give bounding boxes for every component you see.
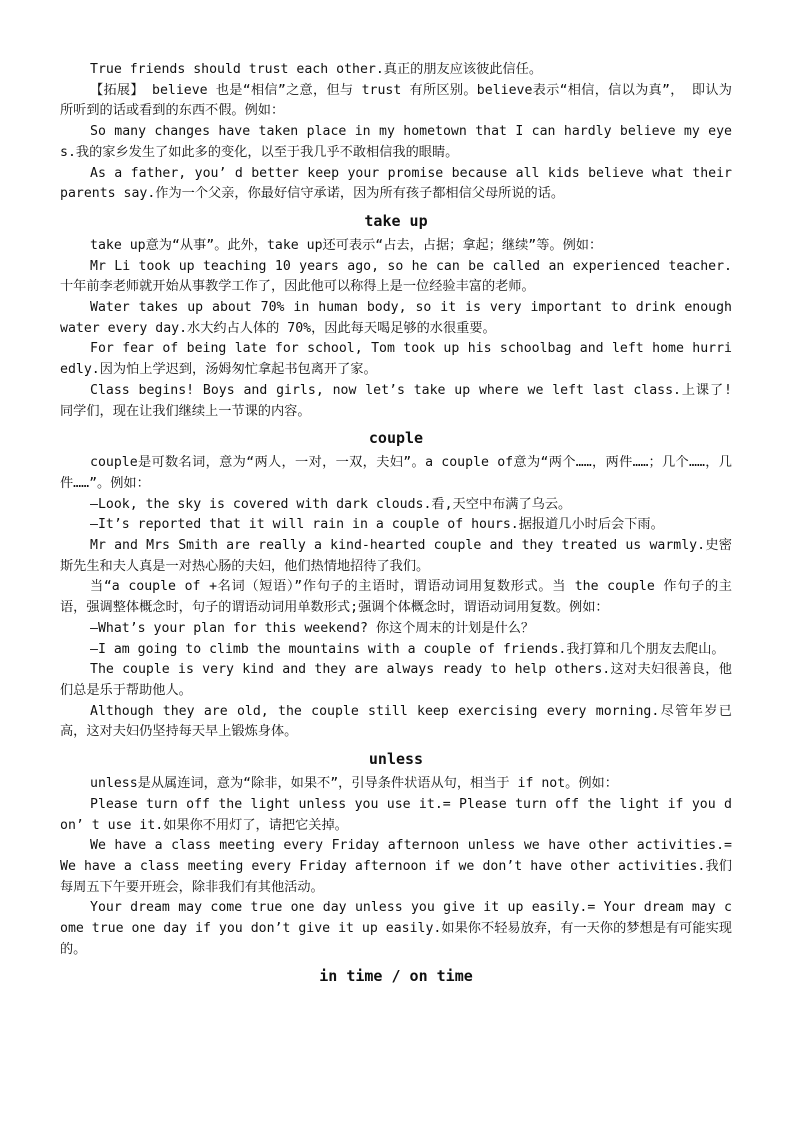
paragraph: True friends should trust each other.真正的朋友应该彼此信任。 bbox=[90, 62, 543, 77]
paragraph: Please turn off the light unless you use it.= Please turn off the light if you don’ t use it.如果你不用灯了，请把它关掉。 bbox=[60, 796, 732, 833]
paragraph: Your dream may come true one day unless you give it up easily.= Your dream may come true one day if you don’t give it up easily.如果你不轻易放弃，有一天你的梦想是有可能实现的。 bbox=[60, 900, 732, 957]
document-page bbox=[60, 60, 732, 991]
paragraph: For fear of being late for school, Tom took up his schoolbag and left home hurriedly.因为怕上学迟到，汤姆匆忙拿起书包离开了家。 bbox=[60, 341, 732, 378]
paragraph: —I am going to climb the mountains with a couple of friends.我打算和几个朋友去爬山。 bbox=[90, 641, 725, 657]
section-heading-take-up: take up bbox=[364, 211, 428, 230]
paragraph: —Look, the sky is covered with dark clouds.看,天空中布满了乌云。 bbox=[90, 496, 572, 512]
paragraph: —What’s your plan for this weekend? 你这个周末的计划是什么？ bbox=[90, 620, 535, 636]
paragraph: Water takes up about 70% in human body, so it is very important to drink enough water every day.水大约占人体的 70%，因此每天喝足够的水很重要。 bbox=[60, 300, 732, 336]
paragraph: Class begins! Boys and girls, now let’s take up where we left last class.上课了! 同学们，现在让我们继续上一节课的内容。 bbox=[60, 382, 732, 419]
paragraph: 【拓展】 believe 也是“相信”之意，但与 trust 有所区别。believe表示“相信，信以为真”， 即认为所听到的话或看到的东西不假。例如： bbox=[60, 82, 732, 119]
section-heading-in-time-on-time: in time / on time bbox=[319, 967, 473, 986]
section-heading-couple: couple bbox=[368, 429, 424, 448]
paragraph: The couple is very kind and they are always ready to help others.这对夫妇很善良，他们总是乐于帮助他人。 bbox=[60, 662, 732, 698]
paragraph: Mr Li took up teaching 10 years ago, so he can be called an experienced teacher.十年前李老师就开始从事教学工作了，因此他可以称得上是一位经验丰富的老师。 bbox=[60, 258, 732, 295]
paragraph: As a father, you’ d better keep your promise because all kids believe what their parents say.作为一个父亲，你最好信守承诺，因为所有孩子都相信父母所说的话。 bbox=[60, 165, 732, 202]
paragraph: couple是可数名词，意为“两人，一对，一双，夫妇”。a couple of意为“两个……，两件……；几个……，几件……”。例如： bbox=[60, 455, 732, 491]
paragraph: unless是从属连词，意为“除非，如果不”，引导条件状语从句，相当于 if not。例如： bbox=[90, 776, 618, 792]
paragraph: 当“a couple of +名词（短语）”作句子的主语时，谓语动词用复数形式。当 the couple 作句子的主语，强调整体概念时，句子的谓语动词用单数形式;强调个体概念时，谓语动词用复数。例如： bbox=[60, 579, 732, 616]
paragraph: So many changes have taken place in my hometown that I can hardly believe my eyes.我的家乡发生了如此多的变化，以至于我几乎不敢相信我的眼睛。 bbox=[60, 124, 732, 160]
section-heading-unless: unless bbox=[368, 750, 424, 769]
paragraph: take up意为“从事”。此外，take up还可表示“占去，占据；拿起；继续”等。例如： bbox=[90, 237, 603, 253]
paragraph: —It’s reported that it will rain in a couple of hours.据报道几小时后会下雨。 bbox=[90, 517, 664, 533]
paragraph: Although they are old, the couple still keep exercising every morning.尽管年岁已高，这对夫妇仍坚持每天早上锻炼身体。 bbox=[60, 703, 732, 740]
paragraph: Mr and Mrs Smith are really a kind-hearted couple and they treated us warmly.史密斯先生和夫人真是一对热心肠的夫妇，他们热情地招待了我们。 bbox=[60, 538, 732, 574]
paragraph: We have a class meeting every Friday afternoon unless we have other activities.= We have a class meeting every Friday afternoon if we don’t have other activities.我们每周五下午要开班会，除非我们有其他活动。 bbox=[60, 838, 732, 895]
